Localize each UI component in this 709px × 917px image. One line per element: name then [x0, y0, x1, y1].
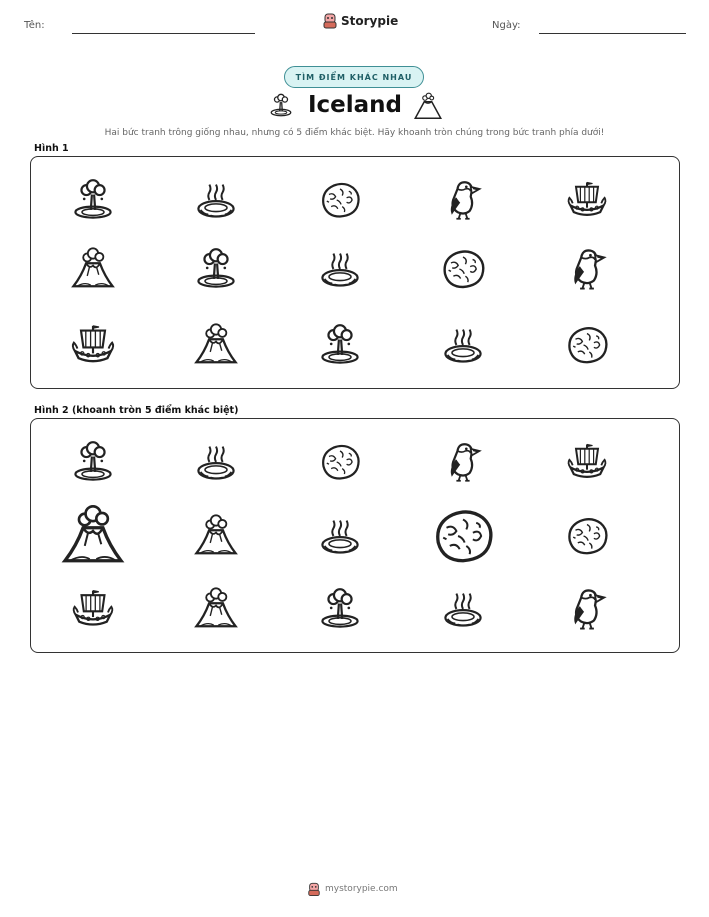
volcano-cell[interactable] [60, 503, 126, 569]
hot-spring-cell[interactable] [318, 514, 362, 558]
geyser-icon [71, 178, 115, 222]
puffin-icon [441, 178, 485, 222]
geyser-cell[interactable] [71, 178, 115, 222]
volcano-cell[interactable] [193, 322, 239, 368]
viking-ship-icon [565, 178, 609, 222]
lava-rock-cell[interactable] [430, 503, 496, 569]
puffin-cell[interactable] [564, 246, 610, 292]
puffin-cell[interactable] [564, 586, 610, 632]
geyser-cell[interactable] [318, 323, 362, 367]
footer-url[interactable]: mystorypie.com [325, 884, 398, 894]
lava-rock-cell[interactable] [318, 178, 362, 222]
lava-rock-cell[interactable] [564, 322, 610, 368]
geyser-icon [268, 92, 294, 120]
geyser-cell[interactable] [318, 587, 362, 631]
lava-rock-icon [318, 440, 362, 484]
geyser-icon [318, 587, 362, 631]
volcano-icon [60, 503, 126, 569]
hot-spring-icon [318, 247, 362, 291]
puffin-icon [441, 440, 485, 484]
volcano-icon [193, 322, 239, 368]
puffin-cell[interactable] [441, 178, 485, 222]
geyser-icon [71, 440, 115, 484]
name-field[interactable] [72, 33, 255, 34]
brand-name: Storypie [341, 13, 399, 28]
viking-ship-icon [69, 321, 117, 369]
hot-spring-cell[interactable] [441, 587, 485, 631]
date-label: Ngày: [492, 20, 521, 31]
lava-rock-cell[interactable] [318, 440, 362, 484]
hot-spring-cell[interactable] [441, 323, 485, 367]
storypie-mascot-icon [322, 12, 338, 29]
lava-rock-icon [439, 245, 487, 293]
geyser-icon [318, 323, 362, 367]
picture2-panel [30, 418, 680, 653]
brand-logo [322, 12, 398, 29]
viking-ship-cell[interactable] [69, 321, 117, 369]
hot-spring-icon [318, 514, 362, 558]
puffin-icon [564, 586, 610, 632]
instructions: Hai bức tranh trông giống nhau, nhưng có 5 điểm khác biệt. Hãy khoanh tròn chúng trong bức tranh phía dưới! [104, 128, 605, 138]
volcano-icon [193, 513, 239, 559]
picture1-label: Hình 1 [34, 143, 69, 154]
puffin-cell[interactable] [441, 440, 485, 484]
viking-ship-cell[interactable] [565, 440, 609, 484]
viking-ship-cell[interactable] [70, 586, 116, 632]
lava-rock-cell[interactable] [564, 513, 610, 559]
picture2-label: Hình 2 (khoanh tròn 5 điểm khác biệt) [34, 405, 239, 416]
lava-rock-icon [318, 178, 362, 222]
hot-spring-cell[interactable] [318, 247, 362, 291]
picture1-panel [30, 156, 680, 389]
hot-spring-icon [194, 178, 238, 222]
name-label: Tên: [24, 20, 45, 31]
geyser-cell[interactable] [194, 247, 238, 291]
page-title: Iceland [307, 92, 403, 118]
hot-spring-icon [194, 440, 238, 484]
lava-rock-cell[interactable] [439, 245, 487, 293]
volcano-cell[interactable] [193, 513, 239, 559]
volcano-cell[interactable] [70, 246, 116, 292]
lava-rock-icon [564, 322, 610, 368]
viking-ship-icon [70, 586, 116, 632]
geyser-icon [194, 247, 238, 291]
hot-spring-cell[interactable] [194, 178, 238, 222]
hot-spring-icon [441, 587, 485, 631]
volcano-icon [70, 246, 116, 292]
volcano-icon [413, 92, 443, 122]
volcano-icon [193, 586, 239, 632]
viking-ship-cell[interactable] [565, 178, 609, 222]
hot-spring-icon [441, 323, 485, 367]
lava-rock-icon [564, 513, 610, 559]
volcano-cell[interactable] [193, 586, 239, 632]
puffin-icon [564, 246, 610, 292]
storypie-mascot-icon [307, 881, 321, 897]
activity-badge: TÌM ĐIỂM KHÁC NHAU [284, 66, 424, 88]
geyser-cell[interactable] [71, 440, 115, 484]
footer [307, 881, 398, 897]
lava-rock-icon [430, 503, 496, 569]
date-field[interactable] [539, 33, 686, 34]
viking-ship-icon [565, 440, 609, 484]
hot-spring-cell[interactable] [194, 440, 238, 484]
